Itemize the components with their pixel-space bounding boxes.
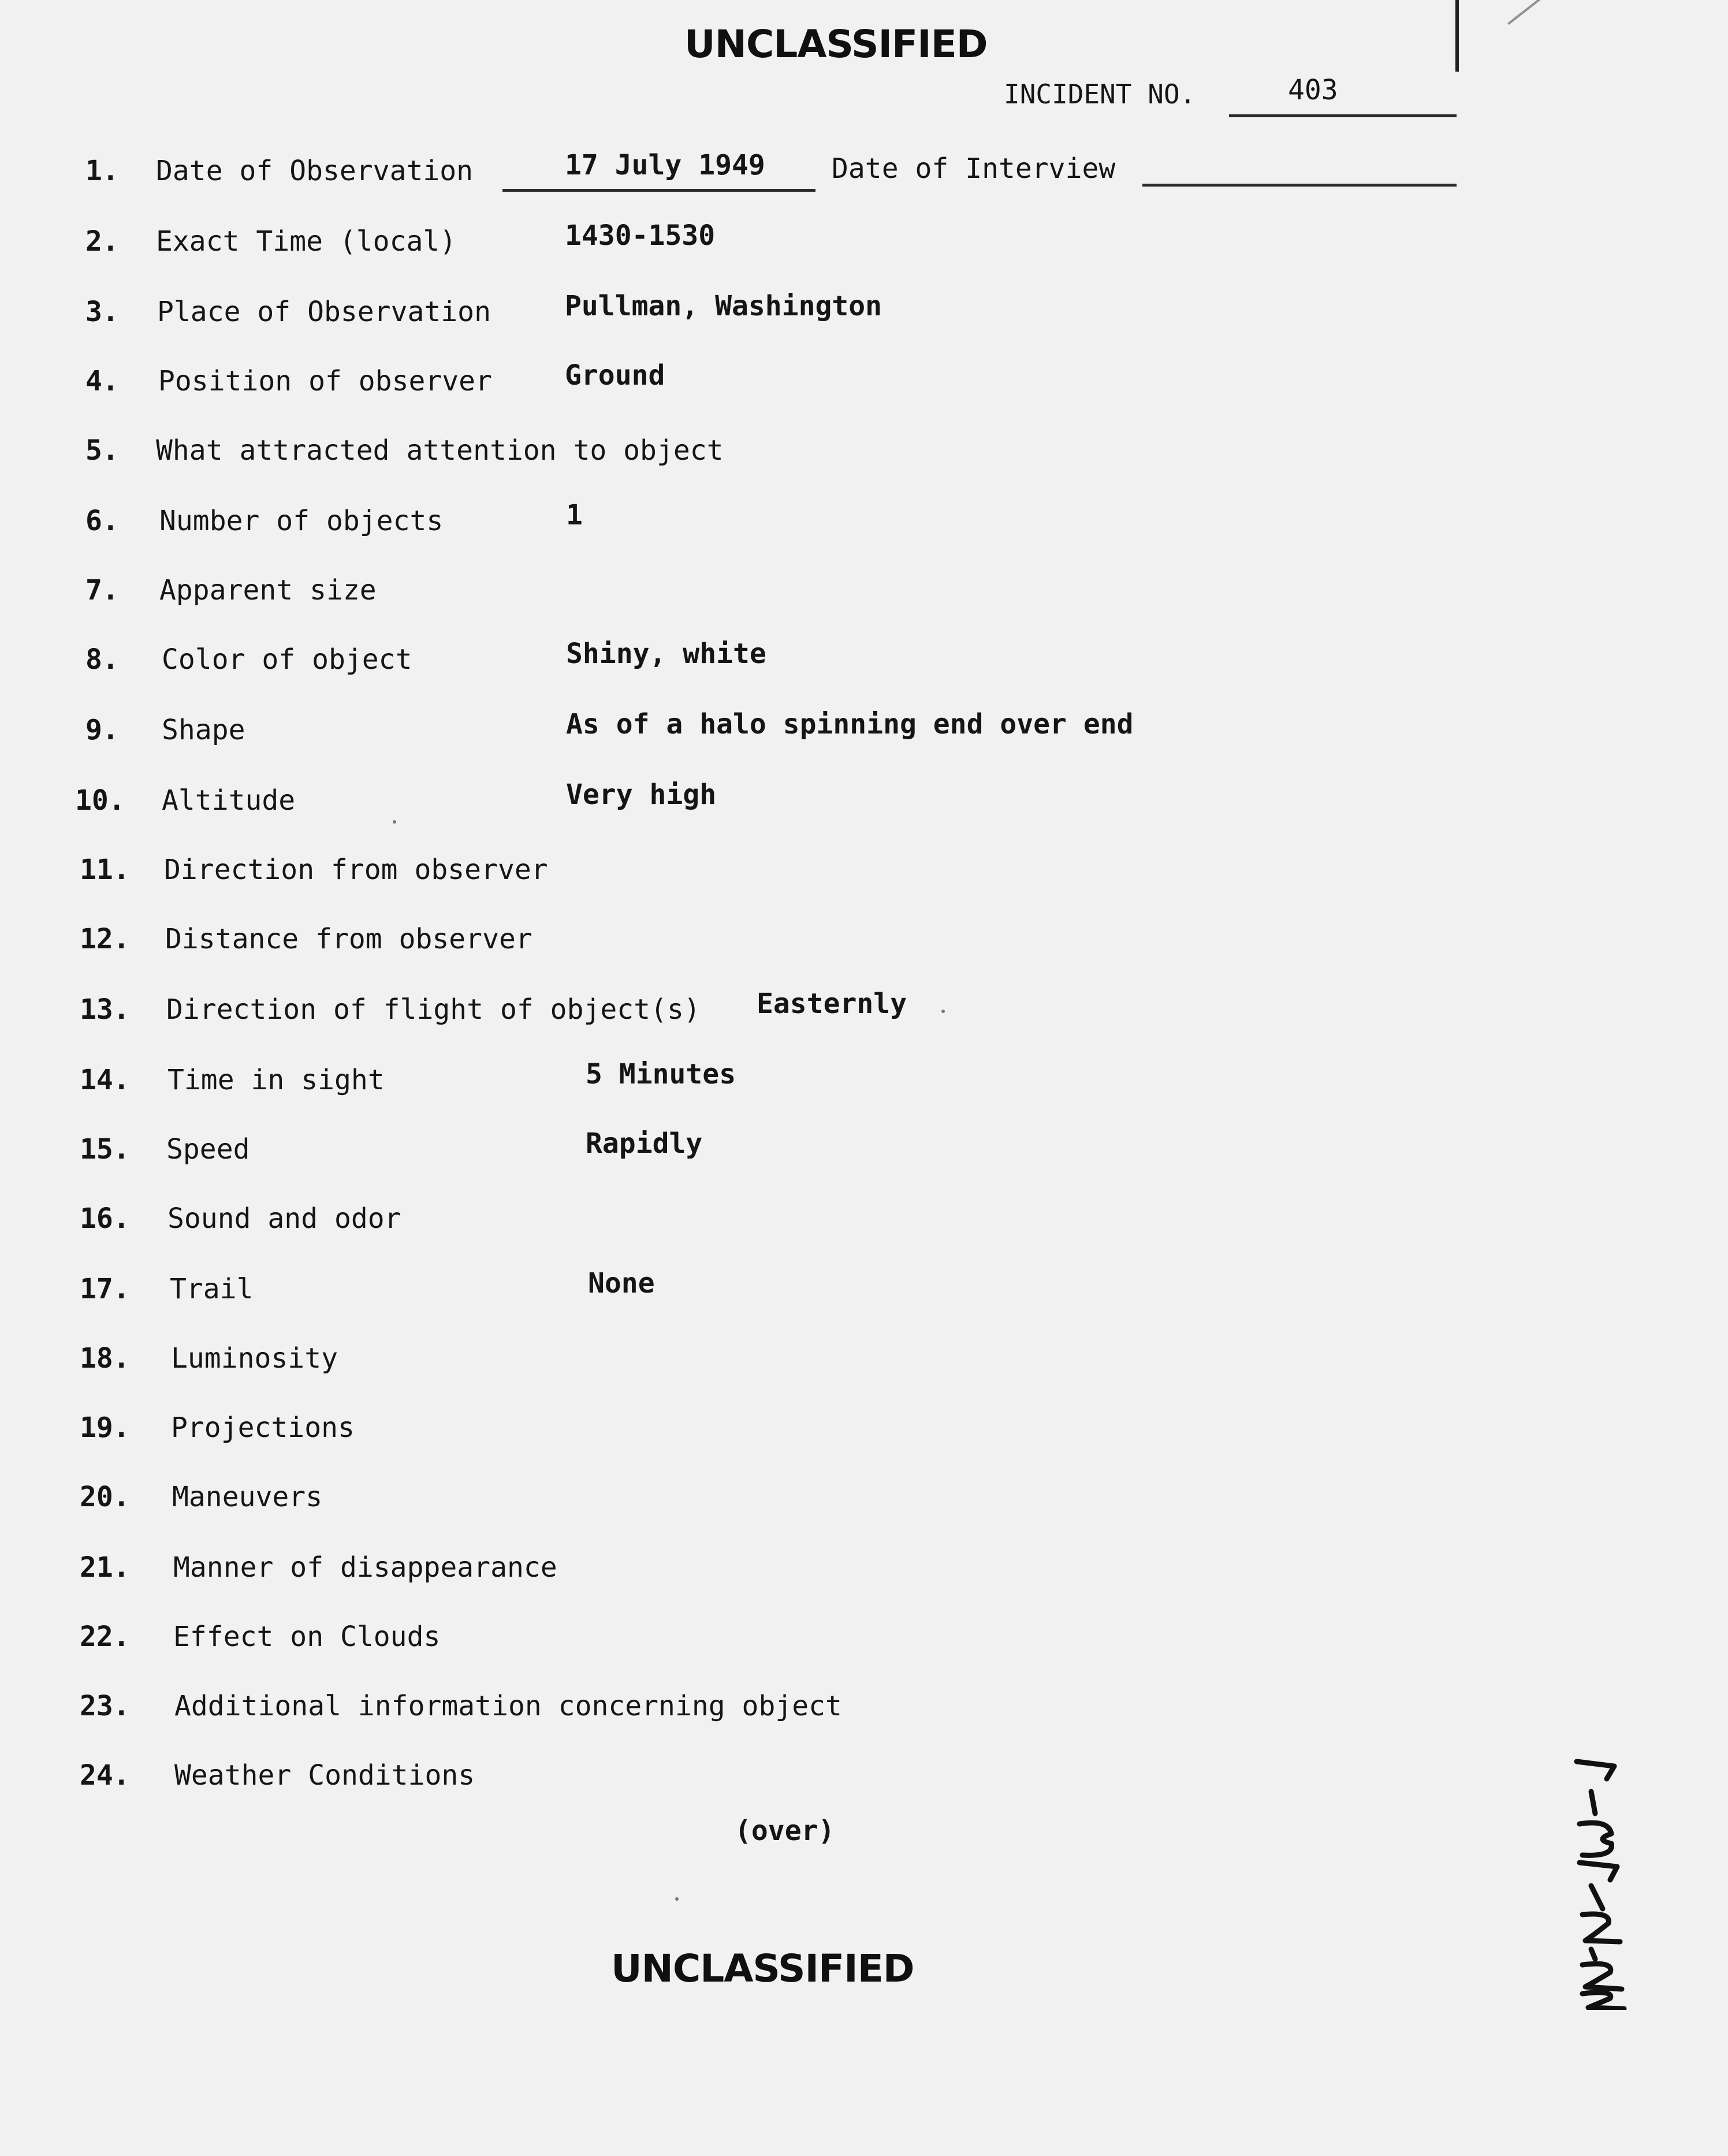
date-observation-underline (502, 189, 815, 192)
field-number: 18. (80, 1342, 130, 1375)
speck (393, 820, 396, 824)
field-value: Ground (565, 359, 665, 392)
field-number: 24. (80, 1759, 130, 1792)
field-label: Weather Conditions (174, 1759, 475, 1792)
field-number: 12. (80, 923, 130, 955)
field-label: Altitude (162, 784, 296, 817)
field-label: Sound and odor (167, 1202, 401, 1235)
field-label: Effect on Clouds (173, 1621, 441, 1653)
field-label: Number of objects (159, 505, 444, 537)
incident-underline (1229, 114, 1457, 117)
field-label: Apparent size (159, 574, 377, 606)
incident-label: INCIDENT NO. (1004, 79, 1196, 110)
field-number: 23. (80, 1690, 130, 1722)
field-label: Maneuvers (172, 1481, 323, 1513)
field-value: Shiny, white (566, 638, 766, 670)
field-number: 5. (85, 434, 119, 467)
field-number: 14. (80, 1064, 130, 1096)
over-note: (over) (735, 1815, 835, 1847)
margin-slash-mark (1507, 0, 1582, 25)
field-number: 19. (80, 1412, 130, 1444)
field-label: Place of Observation (157, 296, 491, 328)
field-label: Direction from observer (164, 854, 548, 886)
field-number: 15. (80, 1133, 130, 1165)
field-number: 4. (85, 365, 119, 397)
field-number: 11. (80, 854, 130, 886)
field-value: 1430-1530 (565, 219, 716, 252)
field-label: Manner of disappearance (173, 1551, 557, 1584)
field-number: 7. (85, 574, 119, 606)
field-number: 22. (80, 1621, 130, 1653)
speck (675, 1897, 679, 1901)
field-number: 1. (85, 155, 119, 187)
classification-stamp-bottom: UNCLASSIFIED (611, 1946, 914, 1991)
field-label: Position of observer (158, 365, 492, 397)
field-number: 2. (85, 225, 119, 258)
classification-stamp-top: UNCLASSIFIED (684, 22, 988, 66)
field-value: None (588, 1267, 655, 1299)
field-label: Date of Observation (156, 155, 474, 187)
incident-number: 403 (1288, 74, 1338, 106)
field-label: Distance from observer (165, 923, 532, 955)
handwritten-file-number (1559, 1756, 1728, 2010)
field-value: Pullman, Washington (565, 290, 882, 322)
field-value: Rapidly (586, 1127, 703, 1160)
field-value: 17 July 1949 (565, 149, 765, 181)
field-number: 10. (75, 784, 125, 817)
field-label: Shape (162, 714, 245, 746)
field-label: Time in sight (167, 1064, 385, 1096)
field-label: Color of object (162, 643, 412, 676)
field-label: Exact Time (local) (156, 225, 457, 258)
field-number: 13. (80, 993, 130, 1026)
field-number: 21. (80, 1551, 130, 1584)
field-value: 1 (566, 499, 583, 531)
field-label: Direction of flight of object(s) (166, 993, 701, 1026)
field-label-secondary: Date of Interview (832, 152, 1116, 185)
field-label: Speed (166, 1133, 250, 1165)
field-label: Luminosity (171, 1342, 338, 1375)
field-label: Additional information concerning object (174, 1690, 842, 1722)
field-number: 17. (80, 1273, 130, 1305)
date-interview-underline (1142, 184, 1457, 187)
speck (941, 1010, 945, 1013)
field-value: As of a halo spinning end over end (566, 708, 1134, 740)
field-number: 16. (80, 1202, 130, 1235)
field-number: 6. (85, 505, 119, 537)
field-label: Trail (170, 1273, 254, 1305)
field-number: 8. (85, 643, 119, 676)
field-value: 5 Minutes (586, 1058, 736, 1090)
margin-mark (1455, 0, 1459, 72)
field-number: 9. (85, 714, 119, 746)
field-label: What attracted attention to object (156, 434, 724, 467)
field-number: 3. (85, 296, 119, 328)
field-number: 20. (80, 1481, 130, 1513)
field-value: Very high (566, 779, 717, 811)
field-value: Easternly (757, 988, 907, 1020)
field-label: Projections (171, 1412, 355, 1444)
